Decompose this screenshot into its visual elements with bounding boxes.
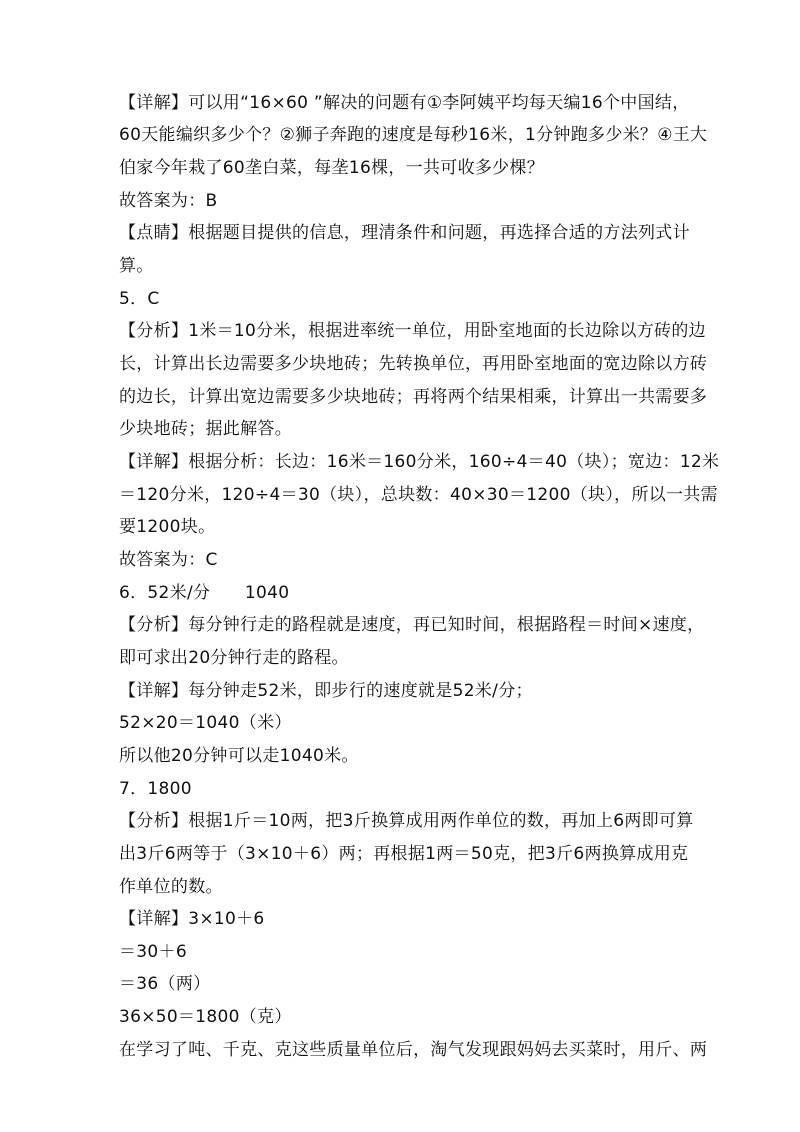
text-line: 【详解】3×10＋6 [119,909,265,929]
text-line: 长，计算出长边需要多少块地砖；先转换单位，再用卧室地面的宽边除以方砖 [119,354,708,374]
text-line: 【点睛】根据题目提供的信息，理清条件和问题，再选择合适的方法列式计 [119,223,690,243]
text-line: 的边长，计算出宽边需要多少块地砖；再将两个结果相乘，计算出一共需要多 [119,387,708,407]
text-line: ＝36（两） [119,974,211,994]
text-line: 52×20＝1040（米） [119,713,292,733]
text-line: ＝120分米，120÷4＝30（块），总块数：40×30＝1200（块），所以一共需 [119,485,718,505]
text-line: 在学习了吨、千克、克这些质量单位后，淘气发现跟妈妈去买菜时，用斤、两 [119,1040,708,1060]
text-line: ＝30＋6 [119,942,187,962]
text-line: 60天能编织多少个？②狮子奔跑的速度是每秒16米，1分钟跑多少米？④王大 [119,125,708,145]
text-line: 【详解】根据分析：长边：16米＝160分米，160÷4＝40（块）；宽边：12米 [119,452,720,472]
text-line: 所以他20分钟可以走1040米。 [119,746,359,766]
text-line: 【详解】可以用“16×60 ”解决的问题有①李阿姨平均每天编16个中国结， [119,93,690,113]
text-line: 要1200块。 [119,517,216,537]
text-line: 出3斤6两等于（3×10＋6）两；再根据1两＝50克，把3斤6两换算成用克 [119,844,689,864]
text-line: 即可求出20分钟行走的路程。 [119,648,349,668]
text-line: 【分析】每分钟行走的路程就是速度，再已知时间，根据路程＝时间×速度， [119,615,705,635]
text-line: 故答案为：B [119,191,218,211]
text-line: 少块地砖；据此解答。 [119,419,292,439]
text-line: 【详解】每分钟走52米，即步行的速度就是52米/分； [119,681,533,701]
text-line: 6．52米/分 1040 [119,583,290,603]
text-line: 5．C [119,289,160,309]
text-line: 算。 [119,256,154,276]
text-line: 7．1800 [119,779,192,799]
text-line: 作单位的数。 [119,877,223,897]
text-line: 【分析】1米＝10分米，根据进率统一单位，用卧室地面的长边除以方砖的边 [119,321,706,341]
text-line: 36×50＝1800（克） [119,1007,292,1027]
text-line: 故答案为：C [119,550,218,570]
text-line: 伯家今年栽了60垄白菜，每垄16棵，一共可收多少棵？ [119,158,545,178]
text-line: 【分析】根据1斤＝10两，把3斤换算成用两作单位的数，再加上6两即可算 [119,811,694,831]
